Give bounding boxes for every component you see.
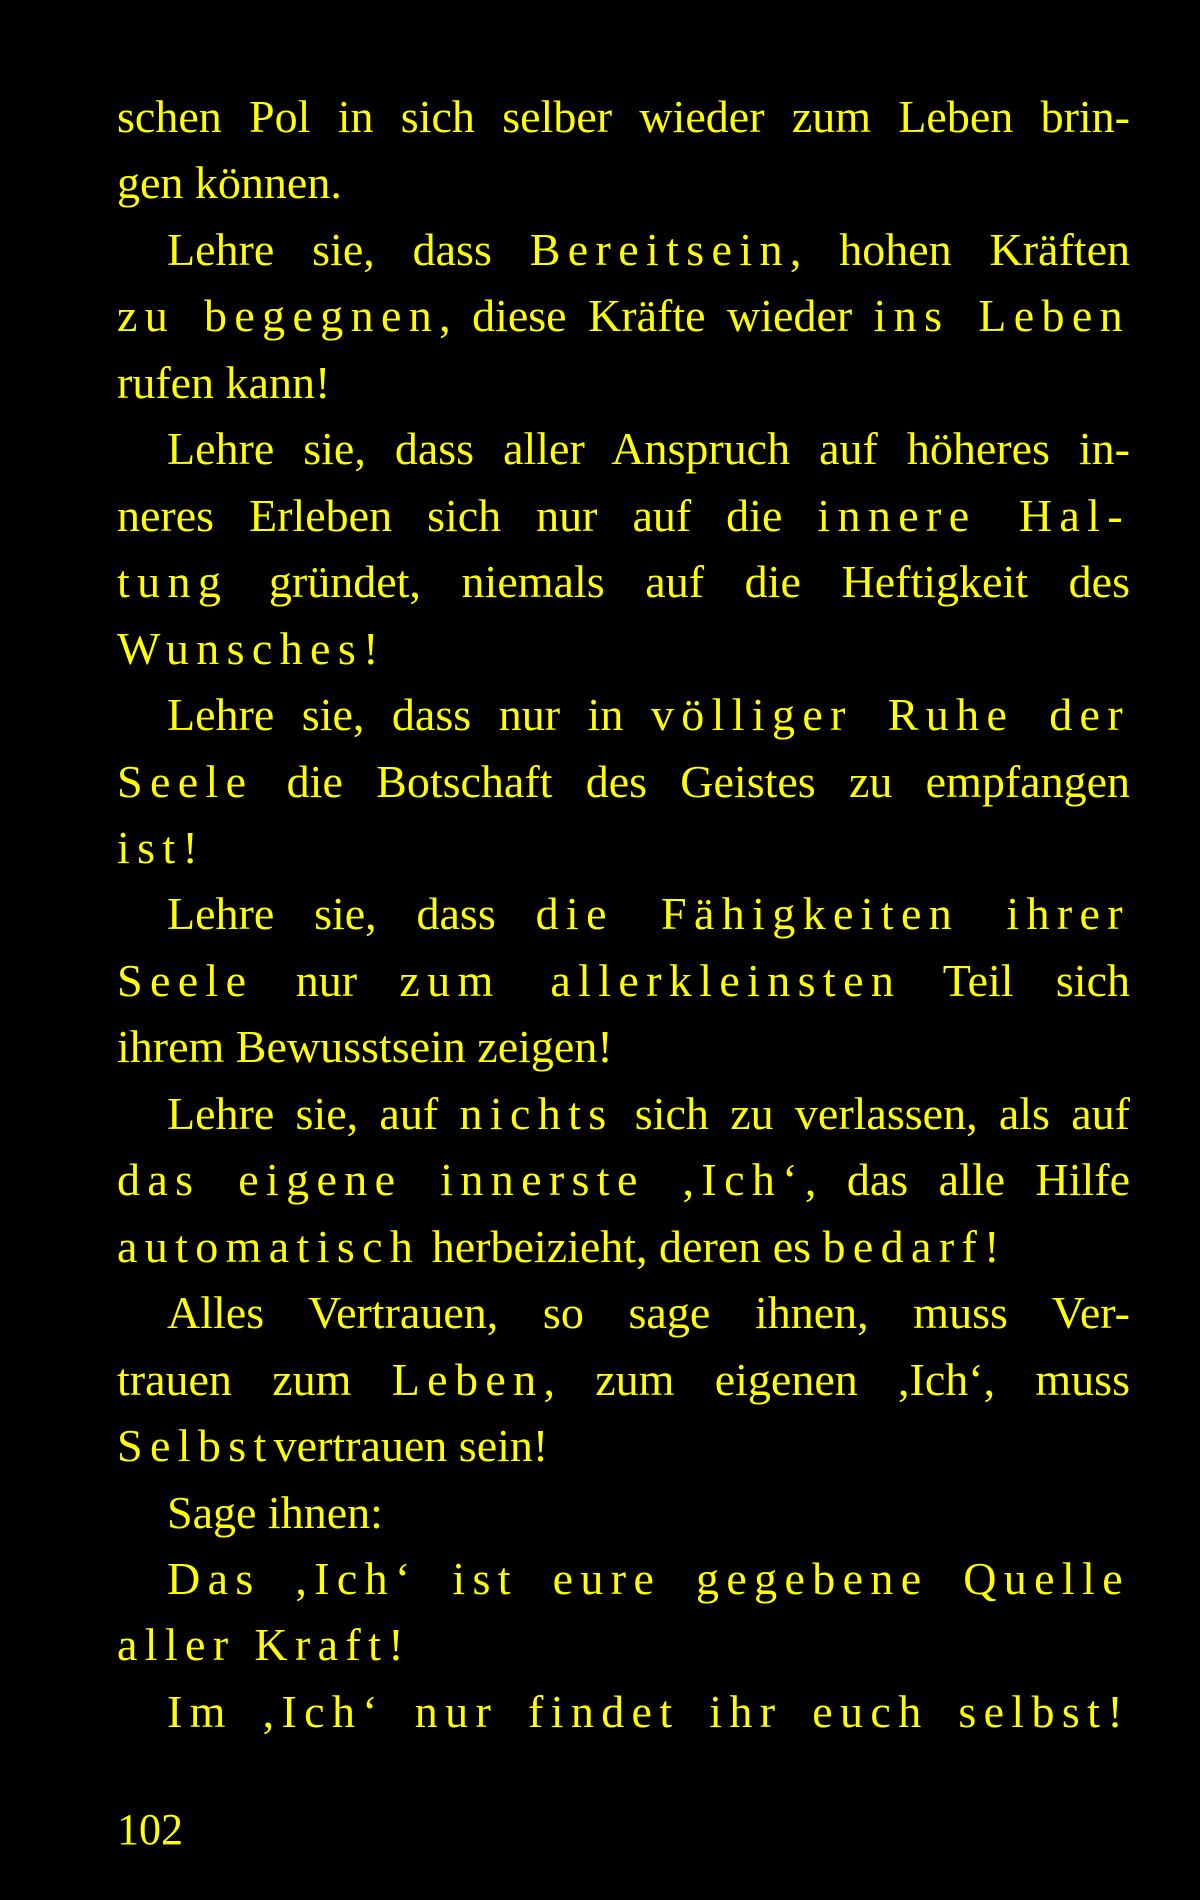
emphasized-text: Selbst bbox=[117, 1420, 274, 1471]
text-run: , das alle Hilfe bbox=[804, 1154, 1130, 1205]
text-line bbox=[117, 948, 1130, 1014]
text-run: schen Pol in sich selber wieder zum Leben brin- bbox=[117, 91, 1130, 142]
text-line bbox=[117, 150, 1130, 216]
text-run: Alles Vertrauen, so sage ihnen, muss Ver- bbox=[167, 1287, 1130, 1338]
text-run: Lehre sie, auf bbox=[167, 1088, 460, 1139]
emphasized-text: die Fähigkeiten ihrer bbox=[535, 888, 1130, 939]
text-line bbox=[117, 1347, 1130, 1413]
text-line bbox=[117, 350, 1130, 416]
text-line bbox=[117, 1612, 1130, 1678]
text-run: neres Erleben sich nur auf die bbox=[117, 490, 818, 541]
text-line bbox=[117, 1413, 1130, 1479]
text-run: trauen zum bbox=[117, 1354, 392, 1405]
text-line bbox=[117, 483, 1130, 549]
text-line bbox=[117, 749, 1130, 815]
text-line bbox=[167, 217, 1130, 283]
text-run: Sage ihnen: bbox=[167, 1487, 383, 1538]
text-line bbox=[167, 1081, 1130, 1147]
text-line bbox=[167, 1480, 1130, 1546]
text-line bbox=[117, 616, 1130, 682]
text-line bbox=[167, 1546, 1130, 1612]
text-run: Lehre sie, dass aller Anspruch auf höheres in- bbox=[167, 423, 1130, 474]
text-line bbox=[117, 1014, 1130, 1080]
emphasized-text: aller Kraft! bbox=[117, 1619, 411, 1670]
text-line bbox=[167, 682, 1130, 748]
text-run: sich zu verlassen, als auf bbox=[613, 1088, 1130, 1139]
emphasized-text: tung bbox=[117, 556, 229, 607]
text-run: Teil sich bbox=[901, 955, 1130, 1006]
emphasized-text: Seele bbox=[117, 955, 254, 1006]
text-run: Lehre sie, dass bbox=[167, 224, 530, 275]
text-line bbox=[117, 1214, 1130, 1280]
emphasized-text: Das ,Ich‘ ist eure gegebene Quelle bbox=[167, 1553, 1130, 1604]
text-run: gründet, niemals auf die Heftigkeit des bbox=[228, 556, 1130, 607]
emphasized-text: völliger Ruhe der bbox=[650, 689, 1131, 740]
text-line bbox=[117, 1147, 1130, 1213]
emphasized-text: Leben bbox=[391, 1354, 544, 1405]
text-run: herbeizieht, deren es bbox=[420, 1221, 823, 1272]
emphasized-text: bedarf! bbox=[822, 1221, 1007, 1272]
text-line bbox=[167, 1280, 1130, 1346]
text-line bbox=[117, 283, 1130, 349]
text-block bbox=[117, 84, 1130, 1784]
text-line bbox=[167, 1679, 1130, 1745]
emphasized-text: Bereitsein bbox=[529, 224, 790, 275]
text-line bbox=[167, 416, 1130, 482]
text-run: vertrauen sein! bbox=[273, 1420, 549, 1471]
text-line bbox=[117, 549, 1130, 615]
text-run: , hohen Kräften bbox=[789, 224, 1130, 275]
page-number: 102 bbox=[117, 1805, 183, 1854]
text-line bbox=[167, 881, 1130, 947]
text-run: rufen kann! bbox=[117, 357, 331, 408]
text-run: , zum eigenen ,Ich‘, muss bbox=[543, 1354, 1130, 1405]
emphasized-text: ist! bbox=[117, 822, 206, 873]
text-run: Lehre sie, dass nur in bbox=[167, 689, 651, 740]
text-run: nur bbox=[253, 955, 400, 1006]
emphasized-text: das eigene innerste ,Ich‘ bbox=[117, 1154, 805, 1205]
emphasized-text: Im ,Ich‘ nur findet ihr euch selbst! bbox=[167, 1686, 1130, 1737]
text-run: ihrem Bewusstsein zeigen! bbox=[117, 1021, 613, 1072]
emphasized-text: Seele bbox=[117, 756, 254, 807]
emphasized-text: Wunsches! bbox=[117, 623, 386, 674]
emphasized-text: innere Hal- bbox=[817, 490, 1130, 541]
text-run: , diese Kräfte wieder bbox=[439, 290, 874, 341]
text-run: gen können. bbox=[117, 157, 342, 208]
text-run: Lehre sie, dass bbox=[167, 888, 536, 939]
emphasized-text: ins Leben bbox=[873, 290, 1130, 341]
emphasized-text: zu begegnen bbox=[117, 290, 440, 341]
emphasized-text: zum allerkleinsten bbox=[399, 955, 902, 1006]
text-line bbox=[117, 84, 1130, 150]
emphasized-text: nichts bbox=[459, 1088, 614, 1139]
emphasized-text: automatisch bbox=[117, 1221, 421, 1272]
text-run: die Botschaft des Geistes zu empfangen bbox=[253, 756, 1130, 807]
text-line bbox=[117, 815, 1130, 881]
